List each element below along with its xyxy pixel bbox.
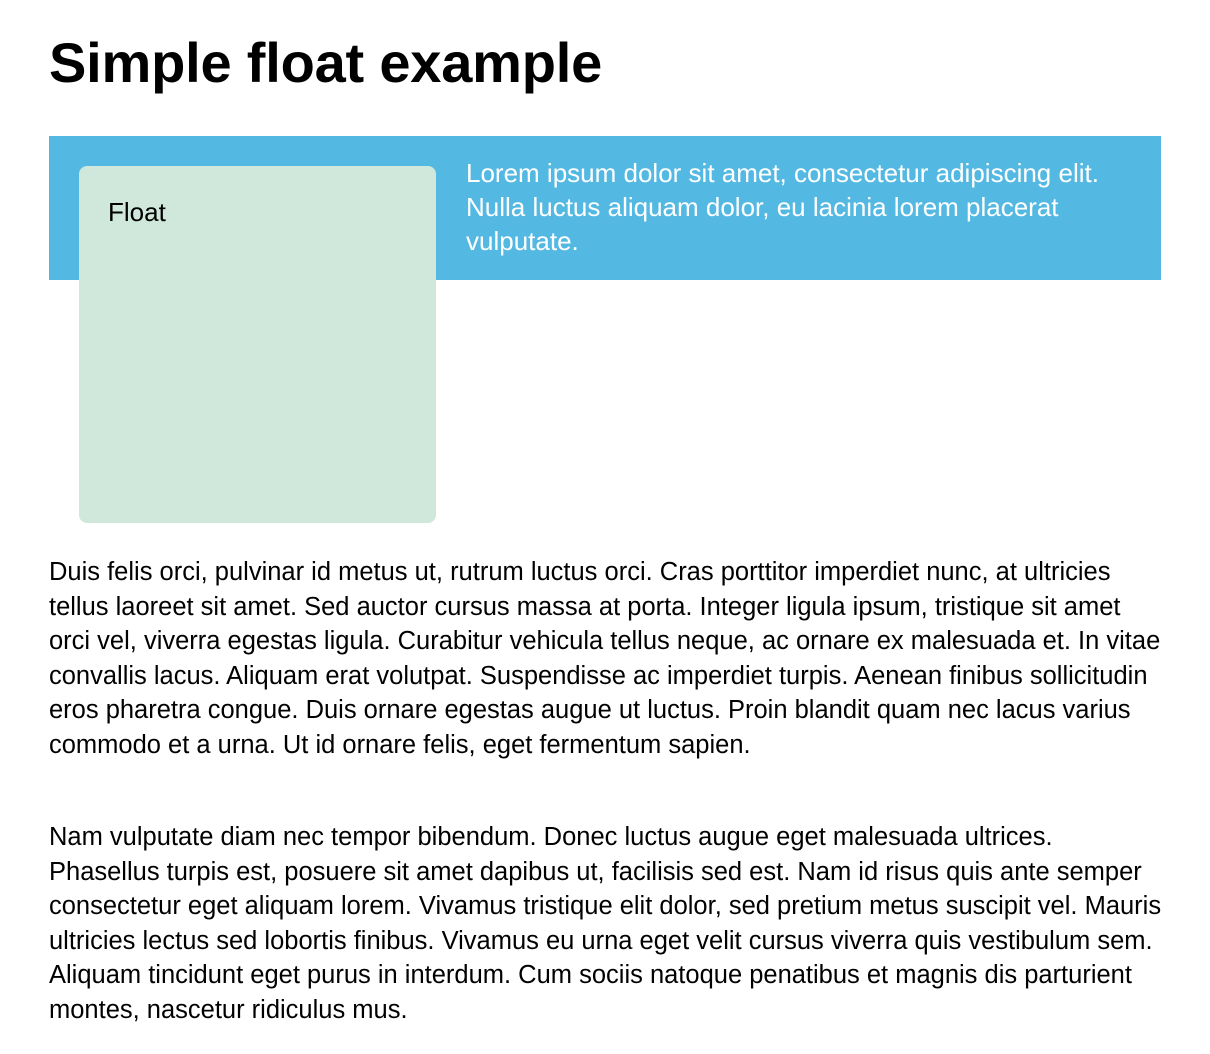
float-label: Float (108, 197, 166, 227)
floated-element (79, 166, 436, 523)
body-paragraph-1: Duis felis orci, pulvinar id metus ut, rutrum luctus orci. Cras porttitor imperdiet nunc, at ultricies tellus laoreet sit amet. Sed auctor cursus massa at porta. Integer ligula ipsum, tristique sit amet orci vel, viverra egestas ligula. Curabitur vehicula tellus neque, ac ornare ex malesuada et. In vitae convallis lacus. Aliquam erat volutpat. Suspendisse ac imperdiet turpis. Aenean finibus sollicitudin eros pharetra congue. Duis ornare egestas augue ut luctus. Proin blandit quam nec lacus varius commodo et a urna. Ut id ornare felis, eget fermentum sapien. (49, 558, 1161, 759)
box-paragraph: Lorem ipsum dolor sit amet, consectetur adipiscing elit. Nulla luctus aliquam dolor, eu lacinia lorem placerat vulputate. (466, 158, 1099, 256)
page-title: Simple float example (49, 31, 603, 94)
body-paragraph-2: Nam vulputate diam nec tempor bibendum. Donec luctus augue eget malesuada ultrices. Phasellus turpis est, posuere sit amet dapibus ut, facilisis sed est. Nam id risus quis ante semper consectetur eget aliquam lorem. Vivamus tristique elit dolor, sed pretium metus suscipit vel. Mauris ultricies lectus sed lobortis finibus. Vivamus eu urna eget velit cursus viverra quis vestibulum sem. Aliquam tincidunt eget purus in interdum. Cum sociis natoque penatibus et magnis dis parturient montes, nascetur ridiculus mus. (49, 823, 1162, 1024)
